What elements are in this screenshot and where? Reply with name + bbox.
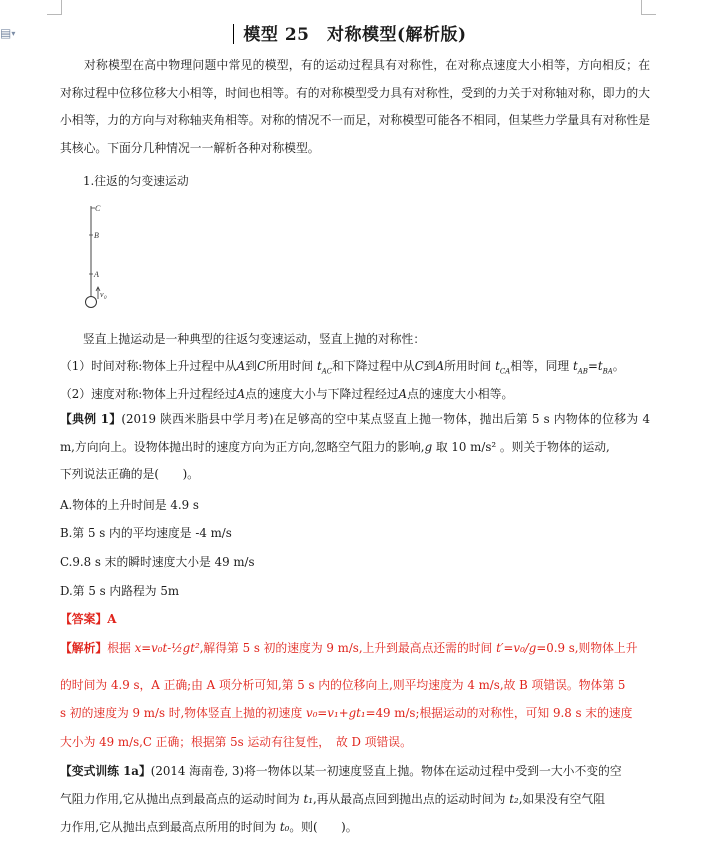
option-c: C.9.8 s 末的瞬时速度大小是 49 m/s (60, 555, 255, 569)
vertical-throw-diagram (83, 196, 153, 314)
label-v0-sub: 0 (104, 296, 107, 301)
variant-line-2: 气阻力作用,它从抛出点到最高点的运动时间为 t₁,再从最高点回到抛出点的运动时间为 t₂,如果没有空气阻 (60, 792, 606, 806)
label-a: A (94, 270, 99, 279)
section-heading: 1.往返的匀变速运动 (83, 174, 189, 188)
page-corner-mark-right (641, 0, 656, 15)
paragraph-nav-icon[interactable]: ▤▾ (0, 26, 16, 40)
analysis-line-4: 大小为 49 m/s,C 正确；根据第 5s 运动有往复性， 故 D 项错误。 (60, 735, 412, 749)
vertical-throw-intro: 竖直上抛运动是一种典型的往返匀变速运动，竖直上抛的对称性： (83, 332, 426, 346)
speed-symmetry-line: （2）速度对称:物体上升过程经过A点的速度大小与下降过程经过A点的速度大小相等。 (60, 387, 514, 401)
option-a: A.物体的上升时间是 4.9 s (60, 498, 199, 512)
page-title: 模型 25 对称模型(解析版) (243, 25, 467, 45)
answer-line: 【答案】A (60, 612, 117, 626)
example-1-paragraph: 【典例 1】(2019 陕西米脂县中学月考)在足够高的空中某点竖直上抛一物体，抛出后第 5 s 内物体的位移为 4 m,方向向上。设物体抛出时的速度方向为正方向,忽略空气阻力的影响,g 取 10 m/s² 。则关于物体的运动, 下列说法正确的是( )。 (60, 412, 650, 482)
label-v0: v (100, 290, 104, 299)
time-symmetry-line: （1）时间对称:物体上升过程中从A到C所用时间 $t_{AC}$和下降过程中从C到A所用时间 $t_{CA}$相等，同理 $t_{AB}=t_{BA}$。 (60, 359, 625, 376)
variant-line-3: 力作用,它从抛出点到最高点所用的时间为 t₀。则( )。 (60, 820, 358, 834)
option-d: D.第 5 s 内路程为 5m (60, 584, 180, 598)
analysis-line-2: 的时间为 4.9 s，A 正确;由 A 项分析可知,第 5 s 内的位移向上,则平均速度为 4 m/s,故 B 项错误。物体第 5 (60, 678, 626, 692)
option-b: B.第 5 s 内的平均速度是 -4 m/s (60, 526, 232, 540)
label-c: C (95, 204, 101, 213)
analysis-line-3: s 初的速度为 9 m/s 时,物体竖直上抛的初速度 v₀=v₁+gt₁=49 m/s;根据运动的对称性，可知 9.8 s 末的速度 (60, 706, 633, 720)
variant-line-1: 【变式训练 1a】(2014 海南卷, 3)将一物体以某一初速度竖直上抛。物体在运动过程中受到一大小不变的空 (60, 764, 622, 778)
example-1-tag: 【典例 1】 (60, 412, 122, 426)
label-b: B (94, 231, 99, 240)
variant-tag: 【变式训练 1a】 (60, 764, 151, 778)
page-corner-mark-left (47, 0, 62, 15)
intro-paragraph: 对称模型在高中物理问题中常见的模型，有的运动过程具有对称性，在对称点速度大小相等，方向相反；在对称过程中位移位移大小相等，时间也相等。有的对称模型受力具有对称性，受到的力关于对称轴对称，即力的大小相等，力的方向与对称轴夹角相等。对称的情况不一而足，对称模型可能各不相同，但某些力学量具有对称性是其核心。下面分几种情况一一解析各种对称模型。 (60, 58, 650, 155)
analysis-line-1: 【解析】根据 x=v₀t-½gt²,解得第 5 s 初的速度为 9 m/s,上升到最高点还需的时间 t′=v₀/g=0.9 s,则物体上升 (60, 641, 638, 655)
